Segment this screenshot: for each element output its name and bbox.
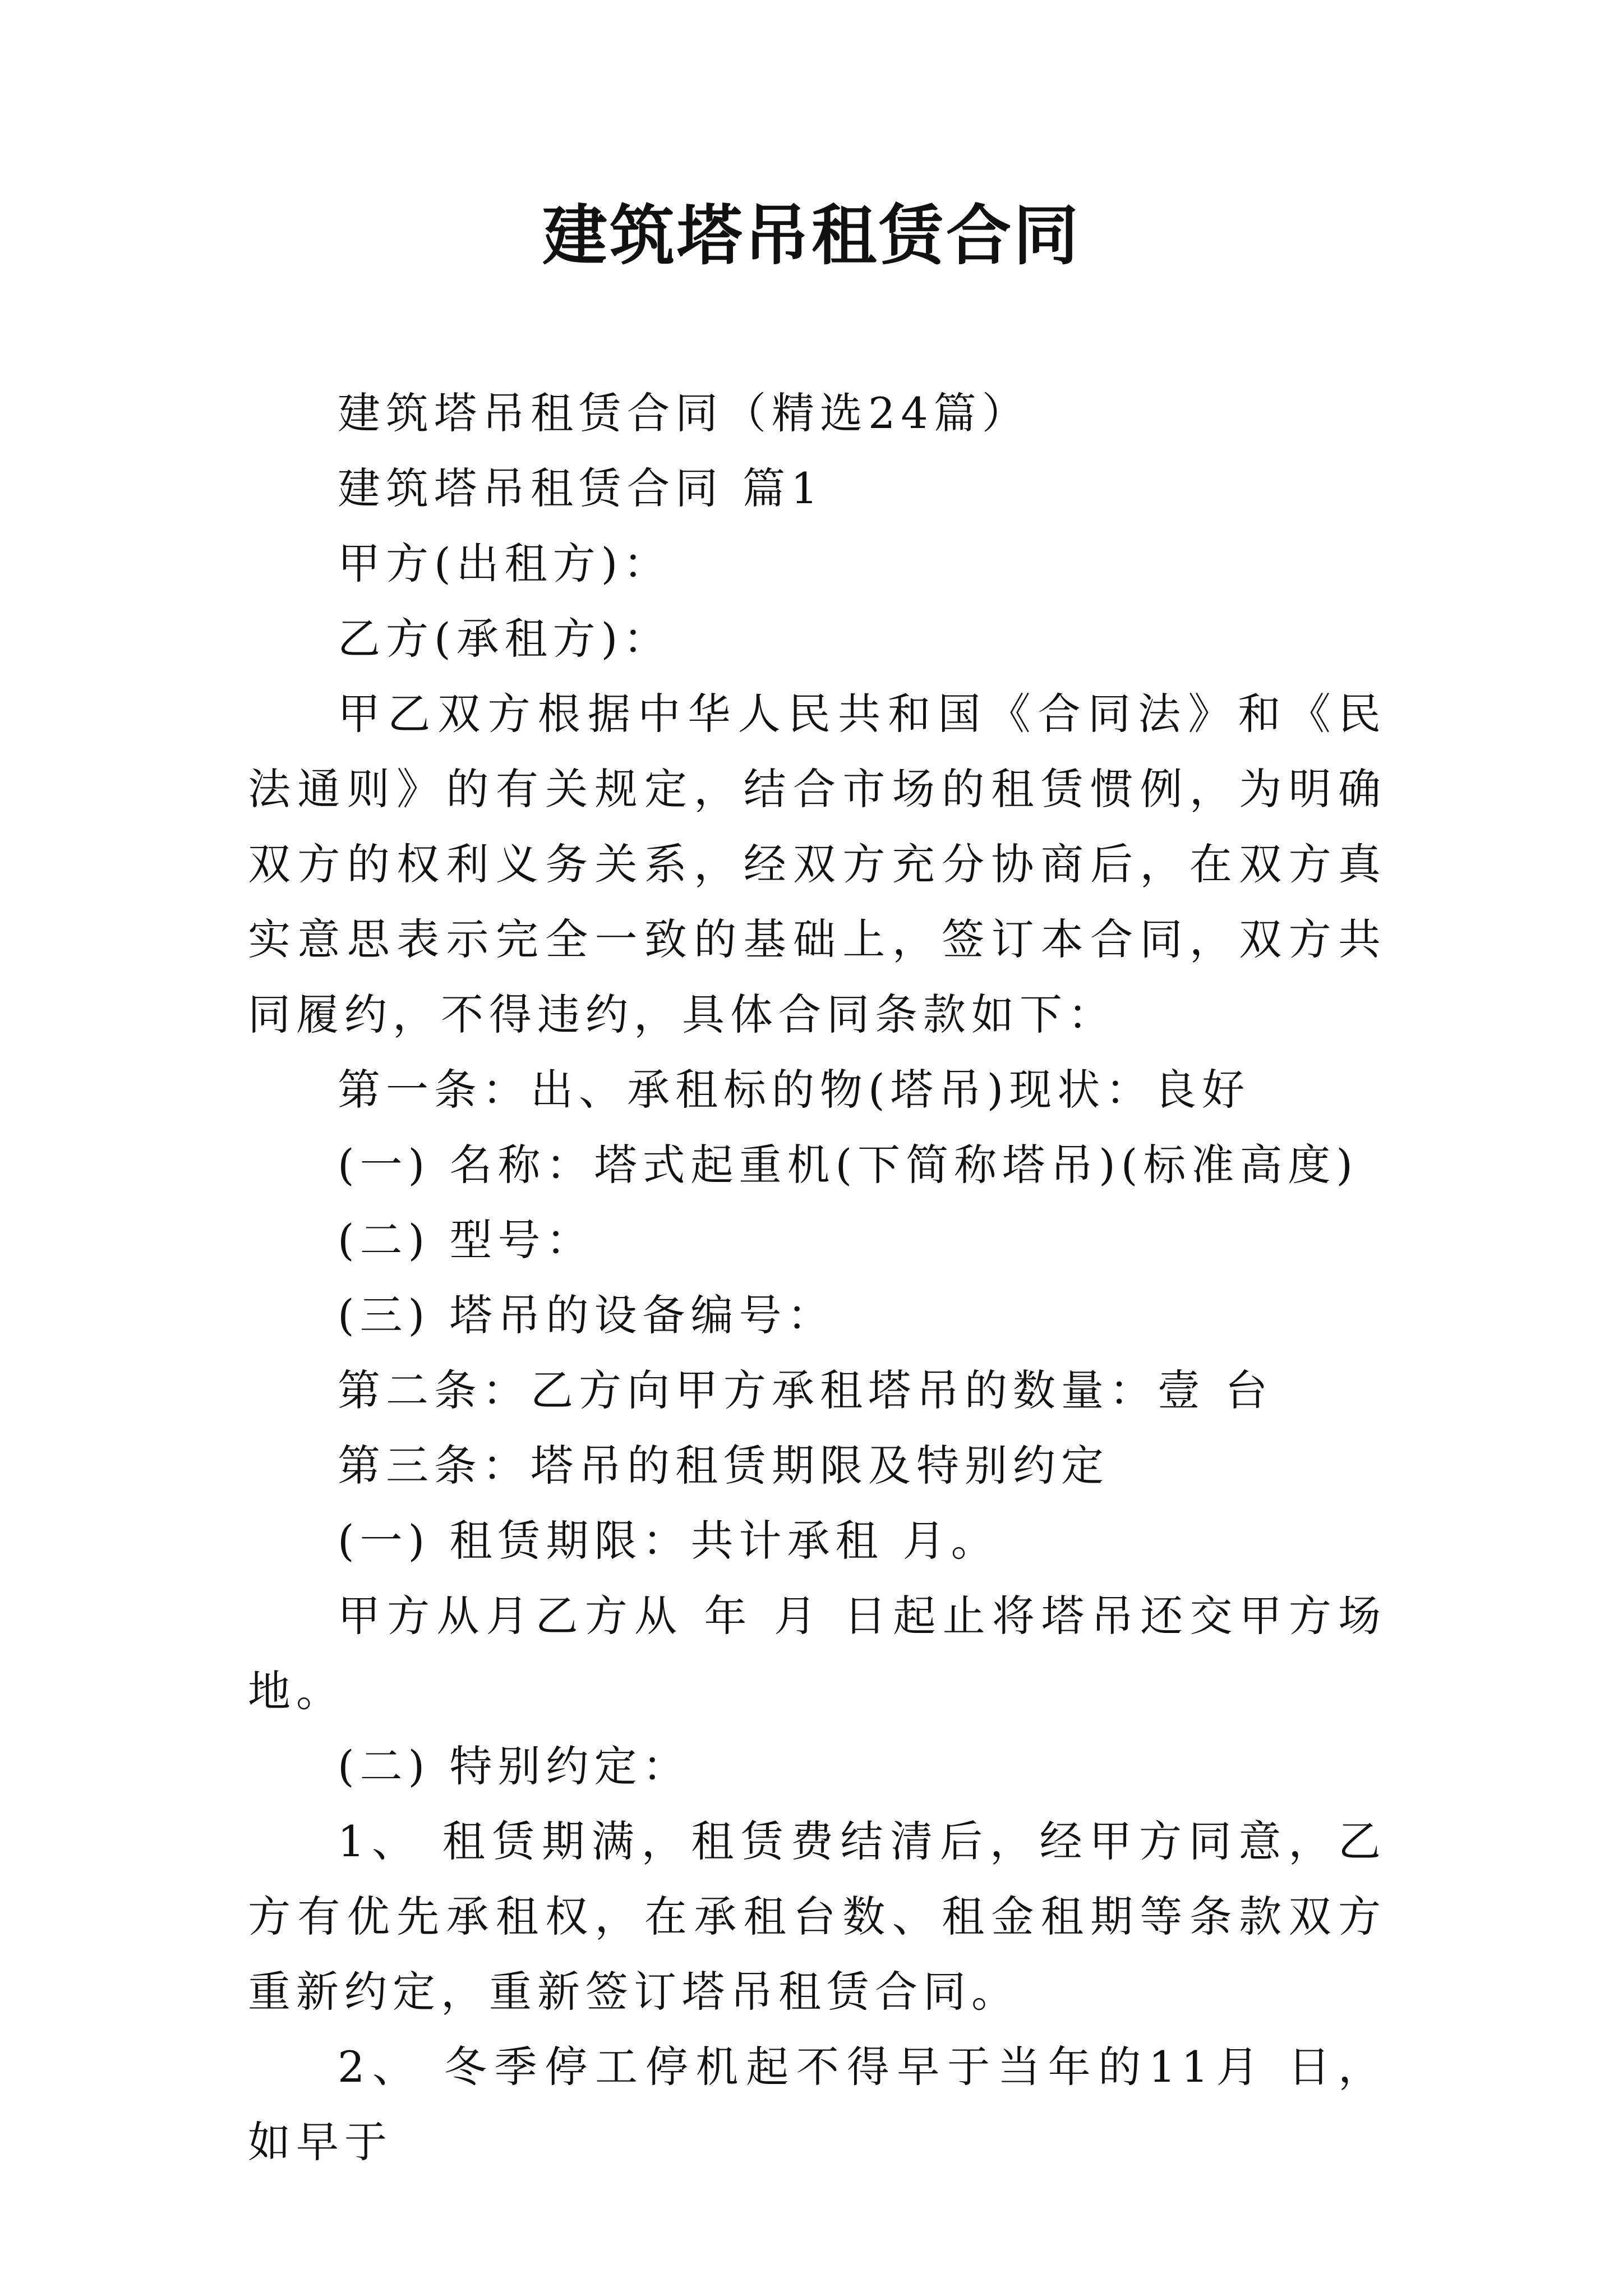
paragraph: (一) 名称：塔式起重机(下简称塔吊)(标准高度)	[338, 1140, 1359, 1190]
document-body	[248, 376, 1386, 2180]
paragraph: 甲方从月乙方从 年 月 日起止将塔吊还交甲方场地。	[248, 1591, 1386, 1716]
paragraph: 乙方(承租方)：	[338, 614, 672, 664]
paragraph: 1、 租赁期满，租赁费结清后，经甲方同意，乙方有优先承租权，在承租台数、租金租期等条款双方重新约定，重新签订塔吊租赁合同。	[248, 1816, 1386, 2017]
paragraph: (一) 租赁期限：共计承租 月。	[338, 1516, 999, 1566]
document-title: 建筑塔吊租赁合同	[542, 197, 1081, 274]
paragraph: 第三条：塔吊的租赁期限及特别约定	[338, 1441, 1109, 1490]
paragraph: 第一条：出、承租标的物(塔吊)现状：良好	[338, 1065, 1251, 1115]
paragraph: 甲乙双方根据中华人民共和国《合同法》和《民法通则》的有关规定，结合市场的租赁惯例，为明确双方的权利义务关系，经双方充分协商后，在双方真实意思表示完全一致的基础上，签订本合同，双方共同履约，不得违约，具体合同条款如下：	[248, 689, 1386, 1039]
paragraph: 第二条：乙方向甲方承租塔吊的数量：壹 台	[338, 1365, 1274, 1415]
paragraph: 建筑塔吊租赁合同（精选24篇）	[338, 388, 1030, 438]
paragraph: (三) 塔吊的设备编号：	[338, 1290, 836, 1340]
paragraph: (二) 型号：	[338, 1215, 594, 1265]
paragraph: 2、 冬季停工停机起不得早于当年的11月 日，如早于	[248, 2042, 1386, 2167]
paragraph: (二) 特别约定：	[338, 1741, 691, 1791]
paragraph: 建筑塔吊租赁合同 篇1	[338, 463, 824, 513]
paragraph: 甲方(出租方)：	[338, 539, 672, 588]
